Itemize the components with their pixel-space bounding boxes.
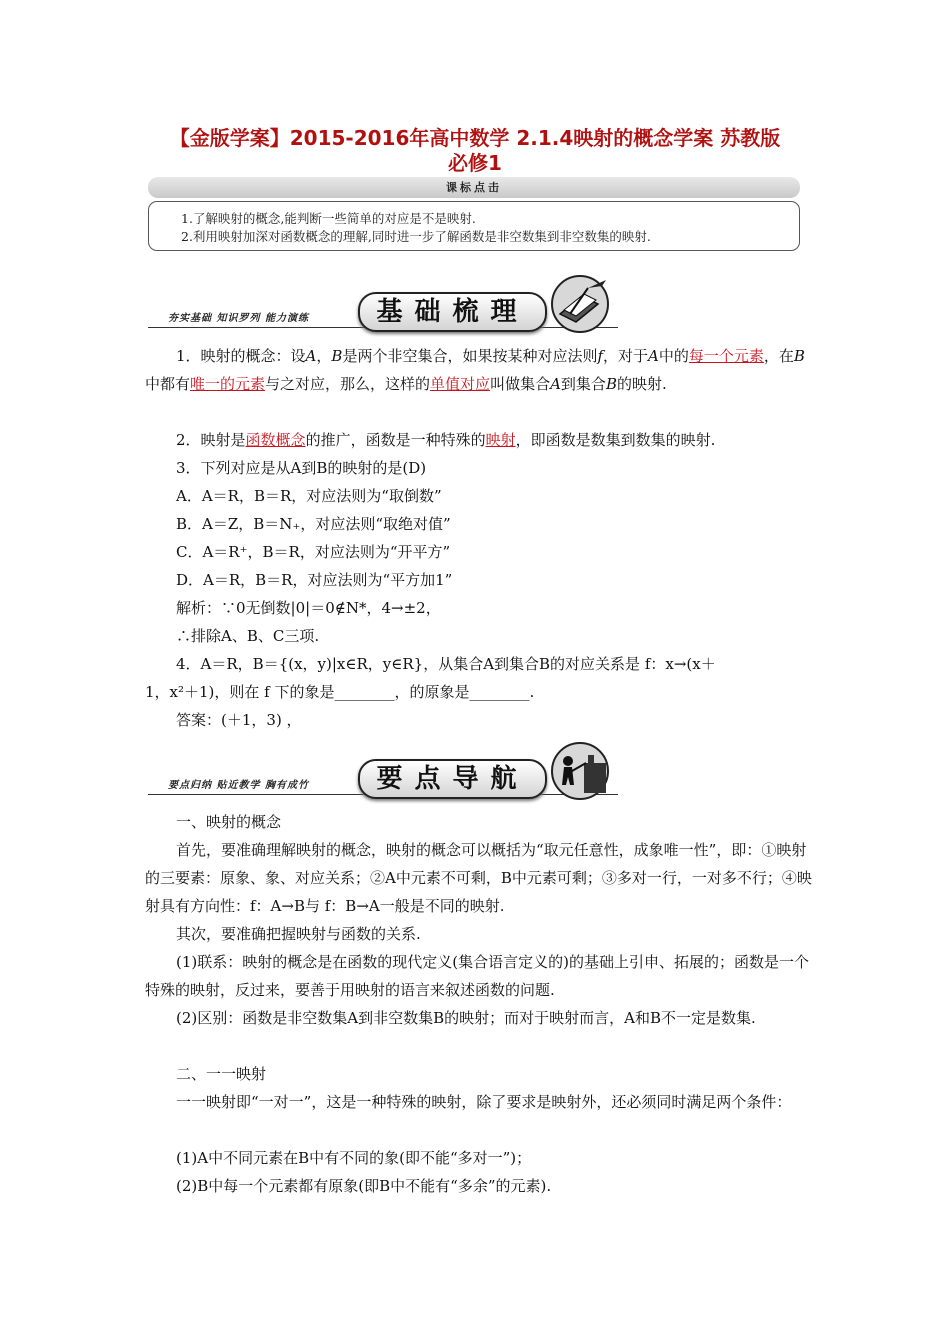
fill-answer: 单值对应 (430, 375, 491, 393)
fill-answer: 唯一的元素 (190, 375, 266, 393)
option-a: A．A＝R，B＝R，对应法则为“取倒数” (176, 487, 442, 505)
document-title-line1: 【金版学案】2015-2016年高中数学 2.1.4映射的概念学案 苏教版 (169, 126, 781, 150)
answer-line: 答案：(＋1，3) ， (176, 711, 302, 729)
analysis-line1: 解析：∵0无倒数|0|＝0∉N*，4→±2， (176, 599, 441, 617)
banner-slogan: 要点归纳 贴近教学 胸有成竹 (168, 780, 309, 791)
fill-answer: 函数概念 (245, 431, 306, 449)
guide-paragraph: 其次，要准确把握映射与函数的关系. (176, 925, 421, 943)
option-b: B．A＝Z，B＝N₊，对应法则“取绝对值” (176, 515, 451, 533)
goals-box (148, 201, 800, 251)
guide-paragraph: 一一映射即“一对一”，这是一种特殊的映射，除了要求是映射外，还必须同时满足两个条件： (176, 1093, 792, 1111)
guide-heading-2: 二、一一映射 (176, 1065, 267, 1083)
section-banner-guide (148, 741, 618, 801)
document-title-line2: 必修1 (448, 151, 502, 175)
goals-header: 课标点击 (148, 177, 800, 198)
fill-answer: 每一个元素 (688, 347, 764, 365)
banner-title: 基础梳理 (358, 292, 547, 332)
guide-paragraph: (2)区别：函数是非空数集A到非空数集B的映射；而对于映射而言，A和B不一定是数集. (176, 1009, 756, 1027)
basics-q3: 3．下列对应是从A到B的映射的是(D) (176, 459, 427, 477)
basics-q1: 1．映射的概念：设A，B是两个非空集合，如果按某种对应法则f，对于A中的每一个元素，在B中都有唯一的元素与之对应，那么，这样的单值对应叫做集合A到集合B的映射. (145, 347, 805, 393)
option-d: D．A＝R，B＝R，对应法则为“平方加1” (176, 571, 453, 589)
basics-q2: 2．映射是函数概念的推广，函数是一种特殊的映射，即函数是数集到数集的映射. (176, 431, 716, 449)
fill-answer: 映射 (485, 431, 516, 449)
basics-q4-line2: 1，x²＋1)，则在 f 下的象是________，的原象是________. (145, 683, 535, 701)
books-pen-icon (540, 274, 618, 334)
section-banner-basics (148, 274, 618, 334)
goal-item: 2.利用映射加深对函数概念的理解,同时进一步了解函数是非空数集到非空数集的映射. (181, 229, 651, 244)
goal-item: 1.了解映射的概念,能判断一些简单的对应是不是映射. (181, 211, 476, 226)
guide-paragraph: (2)B中每一个元素都有原象(即B中不能有“多余”的元素). (176, 1177, 552, 1195)
guide-paragraph: 首先，要准确理解映射的概念，映射的概念可以概括为“取元任意性，成象唯一性”，即：①映射的三要素：原象、象、对应关系；②A中元素不可剩，B中元素可剩；③多对一行，一对多不行；④映射具有方向性：f：A→B与 f：B→A一般是不同的映射. (145, 841, 812, 915)
guide-paragraph: (1)A中不同元素在B中有不同的象(即不能“多对一”)； (176, 1149, 532, 1167)
basics-q4-line1: 4．A＝R，B＝{(x，y)|x∈R，y∈R}，从集合A到集合B的对应关系是 f：x→(x＋ (176, 655, 716, 673)
guide-paragraph: (1)联系：映射的概念是在函数的现代定义(集合语言定义的)的基础上引申、拓展的；函数是一个特殊的映射，反过来，要善于用映射的语言来叙述函数的问题. (145, 953, 809, 999)
analysis-line2: ∴排除A、B、C三项. (176, 627, 320, 645)
guide-heading-1: 一、映射的概念 (176, 813, 282, 831)
worker-icon (540, 741, 618, 801)
banner-title: 要点导航 (358, 759, 547, 799)
option-c: C．A＝R⁺，B＝R，对应法则为“开平方” (176, 543, 451, 561)
banner-slogan: 夯实基础 知识罗列 能力演练 (168, 313, 309, 324)
